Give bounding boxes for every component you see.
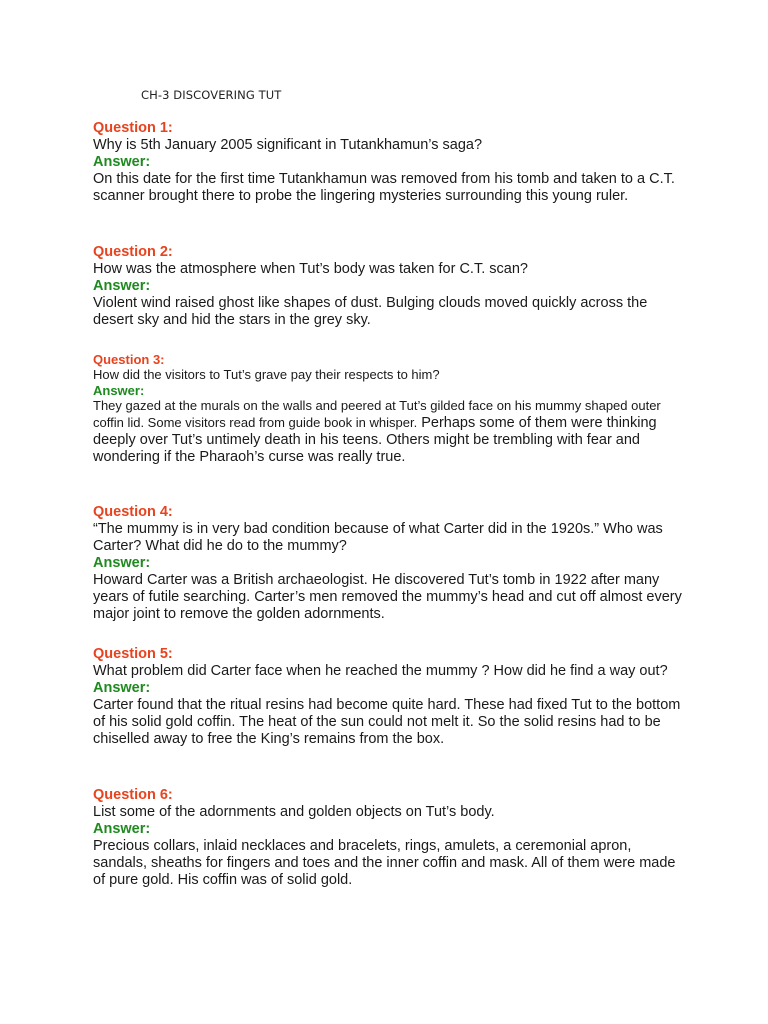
- answer-label: Answer:: [93, 383, 145, 398]
- question-label: Question 2:: [93, 244, 173, 260]
- answer-label: Answer:: [93, 154, 151, 170]
- answer-label: Answer:: [93, 821, 151, 837]
- qa-block-5: [93, 646, 683, 748]
- question-text: What problem did Carter face when he reached the mummy ? How did he find a way out?: [93, 663, 668, 679]
- qa-block-2: [93, 244, 683, 329]
- question-text: “The mummy is in very bad condition because of what Carter did in the 1920s.” Who was Carter? What did he do to the mummy?: [93, 521, 663, 554]
- qa-block-4: [93, 504, 683, 623]
- question-label: Question 5:: [93, 646, 173, 662]
- question-label: Question 3:: [93, 352, 165, 367]
- question-label: Question 1:: [93, 120, 173, 136]
- question-label: Question 6:: [93, 787, 173, 803]
- question-text: List some of the adornments and golden objects on Tut’s body.: [93, 804, 495, 820]
- answer-text: On this date for the first time Tutankhamun was removed from his tomb and taken to a C.T. scanner brought there to probe the lingering mysteries surrounding this young ruler.: [93, 171, 675, 204]
- answer-text-part-1: They gazed at the murals on the walls and peered at Tut’s gilded face on his mummy shaped outer coffin lid. Some visitors read from guide book in whisper.: [93, 398, 661, 430]
- question-text: How did the visitors to Tut’s grave pay their respects to him?: [93, 367, 440, 382]
- question-label: Question 4:: [93, 504, 173, 520]
- answer-label: Answer:: [93, 680, 151, 696]
- qa-block-3: [93, 352, 683, 466]
- answer-text: [93, 398, 683, 466]
- answer-text: Precious collars, inlaid necklaces and bracelets, rings, amulets, a ceremonial apron, sandals, sheaths for fingers and toes and the inner coffin and mask. All of them were made of pure gold. His coffin was of solid gold.: [93, 838, 676, 888]
- question-text: Why is 5th January 2005 significant in Tutankhamun’s saga?: [93, 137, 483, 153]
- qa-block-6: [93, 787, 683, 889]
- answer-label: Answer:: [93, 555, 151, 571]
- answer-text: Howard Carter was a British archaeologist. He discovered Tut’s tomb in 1922 after many years of futile searching. Carter’s men removed the mummy’s head and cut off almost every major joint to remove the golden adornments.: [93, 572, 682, 622]
- qa-block-1: [93, 120, 683, 205]
- answer-text: Violent wind raised ghost like shapes of dust. Bulging clouds moved quickly across the desert sky and hid the stars in the grey sky.: [93, 295, 648, 328]
- answer-label: Answer:: [93, 278, 151, 294]
- question-text: How was the atmosphere when Tut’s body was taken for C.T. scan?: [93, 261, 528, 277]
- document-title: CH-3 DISCOVERING TUT: [141, 88, 282, 102]
- answer-text-part-2: Perhaps some of them were thinking deeply over Tut’s untimely death in his teens. Others might be trembling with fear and wondering if the Pharaoh’s curse was really true.: [93, 415, 657, 465]
- answer-text: Carter found that the ritual resins had become quite hard. These had fixed Tut to the bottom of his solid gold coffin. The heat of the sun could not melt it. So the solid resins had to be chiselled away to free the King’s remains from the box.: [93, 697, 681, 747]
